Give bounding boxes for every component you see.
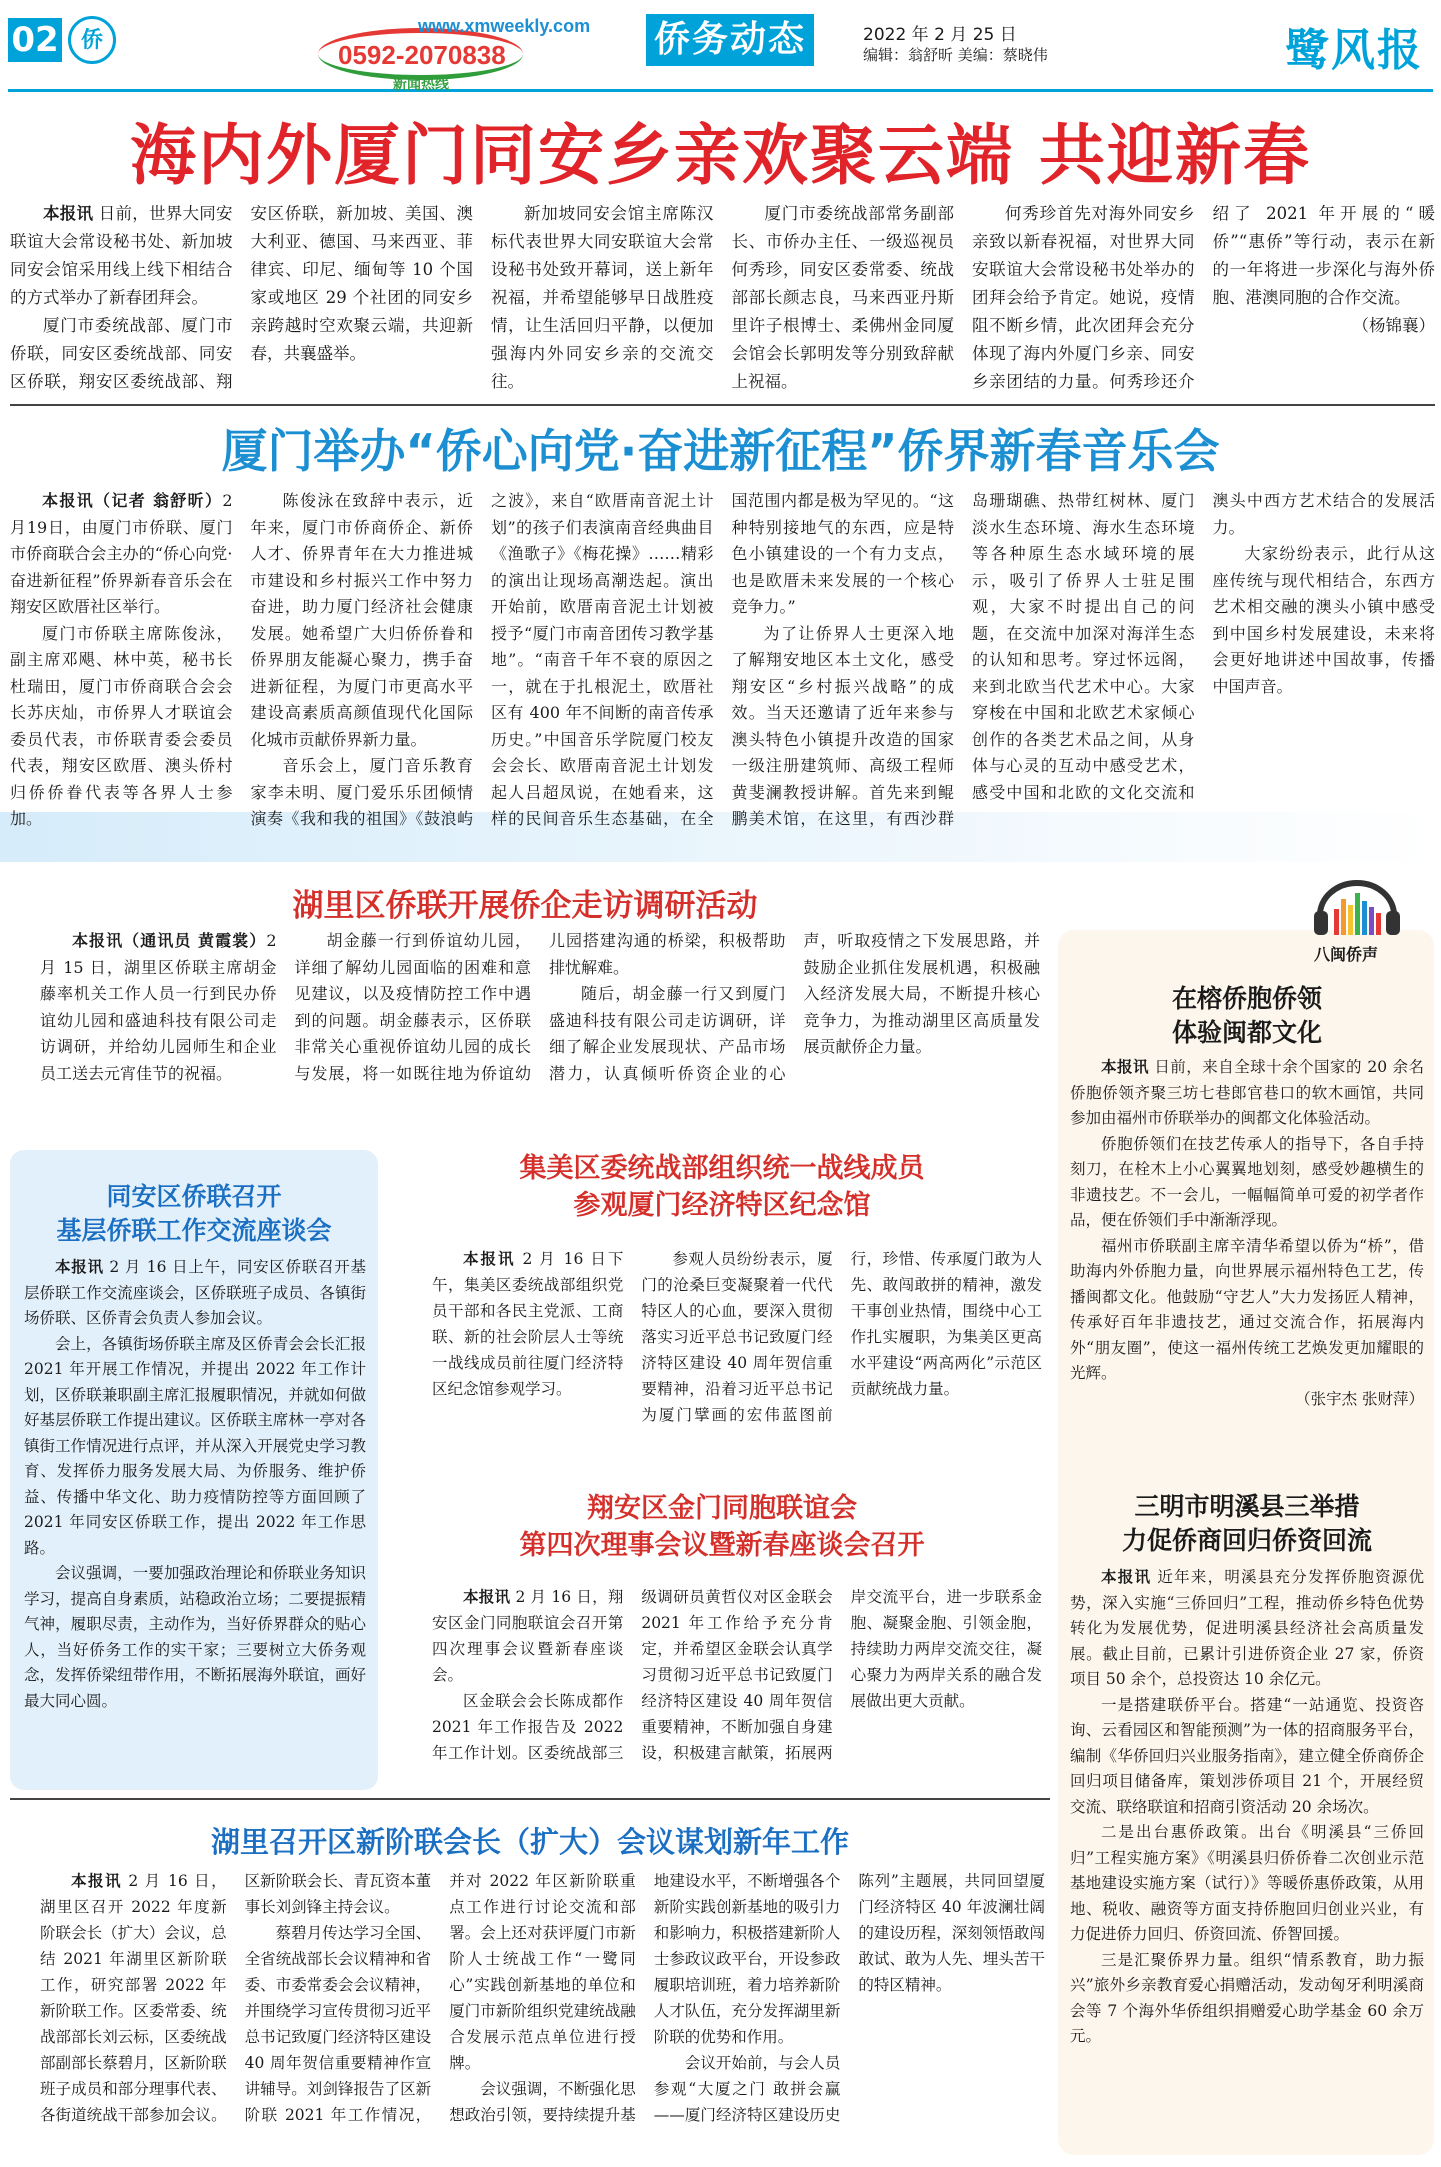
story6-headline bbox=[392, 1490, 1052, 1564]
story8-paragraph: 本报讯 日前，来自全球十余个国家的 20 余名侨胞侨领齐聚三坊七巷郎官巷口的软木画馆，共同参加由福州市侨联举办的闽都文化体验活动。 bbox=[1070, 1057, 1424, 1127]
story8-headline-line: 在榕侨胞侨领 bbox=[1171, 984, 1322, 1013]
story2-paragraph: 音乐会上，厦门音乐教育家李未明、厦门爱乐乐团倾情演奏《我和我的祖国》《鼓浪屿之波》，来自“欧厝南音泥土计划”的孩子们表演南音经典曲目《渔歌子》《梅花操》……精彩的演出让现场高潮迭起。演出开始前，欧厝南音泥土计划被授予“厦门市南音团传习教学基地”。“南音千年不衰的原因之一，就在于扎根泥土，欧厝社区有 400 年不间断的南音传承历史。”中国音乐学院厦门校友会会长、欧厝南音泥土计划发起人吕超凤说，在她看来，这样的民间音乐生态基础，在全国范围内都是极为罕见的。“这种特别接地气的东西，应是特色小镇建设的一个有力支点，也是欧厝未来发展的一个核心竞争力。” bbox=[250, 491, 954, 828]
story4-lead: 本报讯 bbox=[55, 1257, 104, 1276]
story2-headline: 厦门举办“侨心向党·奋进新征程”侨界新春音乐会 bbox=[221, 424, 1220, 478]
story4-paragraph: 会上，各镇街场侨联主席及区侨青会会长汇报 2021 年开展工作情况，并提出 2022 年工作计划，区侨联兼职副主席汇报履职情况，并就如何做好基层侨联工作提出建议。区侨联主席林一亭对各镇街工作情况进行点评，并从深入开展党史学习教育、发挥侨力服务发展大局、为侨服务、维护侨益、传播中华文化、助力疫情防控等方面回顾了 2021 年同安区侨联工作，提出 2022 年工作思路。 bbox=[24, 1334, 366, 1557]
story1-paragraph: 本报讯 日前，世界大同安联谊大会常设秘书处、新加坡同安会馆采用线上线下相结合的方式举办了新春团拜会。 bbox=[10, 204, 233, 307]
story8-body bbox=[1070, 1054, 1424, 1469]
story1-body bbox=[10, 200, 1435, 400]
story2-body bbox=[10, 488, 1435, 833]
story4-paragraph: 会议强调，一要加强政治理论和侨联业务知识学习，提高自身素质，站稳政治立场；二要提振精气神，履职尽责，主动作为，当好侨界群众的贴心人，当好侨务工作的实干家；三要树立大侨务观念，发挥侨梁纽带作用，不断拓展海外联谊，画好最大同心圆。 bbox=[24, 1564, 366, 1710]
story9-paragraph: 二是出台惠侨政策。出台《明溪县“三侨回归”工程实施方案》《明溪县归侨侨眷二次创业示范基地建设实施方案（试行）》等暖侨惠侨政策，从用地、税收、融资等方面支持侨胞回归创业兴业，有力促进侨力回归、侨资回流、侨智回援。 bbox=[1070, 1823, 1424, 1943]
story1-paragraph: 厦门市委统战部常务副部长、市侨办主任、一级巡视员何秀珍，同安区委常委、统战部部长颜志良，马来西亚丹斯里许子根博士、柔佛州金同厦会馆会长郭明发等分别致辞献上祝福。 bbox=[731, 204, 954, 391]
story1-paragraph: 厦门市委统战部、厦门市侨联，同安区委统战部、同安区侨联，翔安区委统战部、翔安区侨联，新加坡、美国、澳大利亚、德国、马来西亚、菲律宾、印尼、缅甸等 10 个国家或地区 29 个社团的同安乡亲跨越时空欢聚云端，共迎新春，共襄盛举。 bbox=[10, 204, 473, 391]
story4-headline-line: 基层侨联工作交流座谈会 bbox=[56, 1216, 332, 1245]
story5-body bbox=[432, 1246, 1042, 1481]
column-label: 八闽侨声 bbox=[1314, 945, 1379, 964]
story7-headline: 湖里召开区新阶联会长（扩大）会议谋划新年工作 bbox=[210, 1825, 849, 1859]
story5-headline-line: 参观厦门经济特区纪念馆 bbox=[573, 1190, 871, 1221]
story9-paragraph: 一是搭建联侨平台。搭建“一站通览、投资咨询、云看园区和智能预测”为一体的招商服务平台，编制《华侨回归兴业服务指南》，建立健全侨商侨企回归项目储备库，策划涉侨项目 21 个，开展经贸交流、联络联谊和招商引资活动 20 余场次。 bbox=[1070, 1695, 1424, 1816]
story6-paragraph: 区金联会会长陈成都作 2021 年工作报告及 2022 年工作计划。区委统战部三级调研员黄哲仪对区金联会 2021 年工作给予充分肯定，并希望区金联会认真学习贯彻习近平总书记致厦门经济特区建设 40 周年贺信重要精神，不断加强自身建设，积极建言献策，拓展两岸交流平台，进一步联系金胞、凝聚金胞、引领金胞，持续助力两岸交流交往，凝心聚力为两岸关系的融合发展做出更大贡献。 bbox=[432, 1588, 1042, 1762]
story4-headline bbox=[14, 1180, 374, 1248]
headphones-icon bbox=[1310, 875, 1404, 939]
story6-paragraph: 本报讯 2 月 16 日，翔安区金门同胞联谊会召开第四次理事会议暨新春座谈会。 bbox=[432, 1587, 624, 1684]
story7-paragraph: 蔡碧月传达学习全国、全省统战部长会议精神和省委、市委常委会会议精神，并围绕学习宣传贯彻习近平总书记致厦门经济特区建设 40 周年贺信重要精神作宣讲辅导。刘剑锋报告了区新阶联 2021 年工作情况，并对 2022 年区新阶联重点工作进行讨论交流和部署。会上还对获评厦门市新阶人士统战工作“一鹭同心”实践创新基地的单位和厦门市新阶组织党建统战融合发展示范点单位进行授牌。 bbox=[244, 1872, 636, 2124]
story2-paragraph: 大家纷纷表示，此行从这座传统与现代相结合，东西方艺术相交融的澳头小镇中感受到中国乡村发展建设，未来将会更好地讲述中国故事，传播中国声音。 bbox=[1212, 544, 1435, 696]
hotline-number: 0592-2070838 bbox=[338, 40, 506, 70]
story3-paragraph: 随后，胡金藤一行又到厦门盛迪科技有限公司走访调研，详细了解企业发展现状、产品市场潜力，认真倾听侨资企业的心声，听取疫情之下发展思路，并鼓励企业抓住发展机遇，积极融入经济发展大局，不断提升核心竞争力，为推动湖里区高质量发展贡献侨企力量。 bbox=[549, 931, 1040, 1083]
story4-headline-line: 同安区侨联召开 bbox=[106, 1182, 282, 1211]
story8-headline-line: 体验闽都文化 bbox=[1171, 1018, 1322, 1047]
story8-lead: 本报讯 bbox=[1101, 1057, 1149, 1076]
story9-paragraph: 本报讯 近年来，明溪县充分发挥侨胞资源优势，深入实施“三侨回归”工程，推动侨乡特色优势转化为发展优势，促进明溪县经济社会高质量发展。截止目前，已累计引进侨资企业 27 家，侨资项目 50 余个，总投资达 10 余亿元。 bbox=[1070, 1567, 1424, 1688]
story1-headline: 海内外厦门同安乡亲欢聚云端 共迎新春 bbox=[130, 117, 1311, 194]
story8-paragraph: 侨胞侨领们在技艺传承人的指导下，各自手持刻刀，在栓木上小心翼翼地划刻，感受妙趣横生的非遗技艺。不一会儿，一幅幅简单可爱的初学者作品，便在侨领们手中渐渐浮现。 bbox=[1070, 1134, 1424, 1229]
story9-body bbox=[1070, 1564, 1424, 2149]
story9-headline-line: 力促侨商回归侨资回流 bbox=[1121, 1526, 1372, 1555]
story7-paragraph: 会议开始前，与会人员参观“大厦之门 敢拼会赢——厦门经济特区建设历史陈列”主题展，共同回望厦门经济特区 40 年波澜壮阔的建设历程，深刻领悟敢闯敢试、敢为人先、埋头苦干的特区精神。 bbox=[653, 1872, 1045, 2124]
story4-body bbox=[24, 1254, 366, 1784]
story7-paragraph: 会议强调，不断强化思想政治引领，要持续提升基地建设水平，不断增强各个新阶实践创新基地的吸引力和影响力，积极搭建新阶人士参政议政平台，开设参政履职培训班，着力培养新阶人才队伍，充分发挥湖里新阶联的优势和作用。 bbox=[449, 1872, 841, 2124]
story5-paragraph: 参观人员纷纷表示，厦门的沧桑巨变凝聚着一代代特区人的心血，要深入贯彻落实习近平总书记致厦门经济特区建设 40 周年贺信重要精神，沿着习近平总书记为厦门擘画的宏伟蓝图前行，珍惜、传承厦门敢为人先、敢闯敢拼的精神，激发干事创业热情，围绕中心工作扎实履职，为集美区更高水平建设“两高两化”示范区贡献统战力量。 bbox=[641, 1250, 1042, 1424]
paper-emblem-icon: 侨 bbox=[68, 16, 116, 64]
website[interactable]: www.xmweekly.com bbox=[418, 16, 591, 36]
story1-credit: （杨锦襄） bbox=[1352, 316, 1435, 335]
story2-paragraph: 为了让侨界人士更深入地了解翔安地区本土文化，感受翔安区“乡村振兴战略”的成效。当天还邀请了近年来参与澳头特色小镇提升改造的国家一级注册建筑师、高级工程师黄斐澜教授讲解。首先来到鲲鹏美术馆，在这里，有西沙群岛珊瑚礁、热带红树林、厦门淡水生态环境、海水生态环境等各种原生态水域环境的展示，吸引了侨界人士驻足围观，大家不时提出自己的问题，在交流中加深对海洋生态的认知和思考。穿过怀远阁，来到北欧当代艺术中心。大家穿梭在中国和北欧艺术家倾心创作的各类艺术品之间，从身体与心灵的互动中感受艺术，感受中国和北欧的文化交流和澳头中西方艺术结合的发展活力。 bbox=[731, 491, 1435, 828]
editors: 编辑：翁舒昕 美编：蔡晓伟 bbox=[863, 46, 1048, 64]
story4-paragraph: 本报讯 2 月 16 日上午，同安区侨联召开基层侨联工作交流座谈会，区侨联班子成员、各镇街场侨联、区侨青会负责人参加会议。 bbox=[24, 1257, 366, 1327]
story5-paragraph: 本报讯 2 月 16 日下午，集美区委统战部组织党员干部和各民主党派、工商联、新的社会阶层人士等统一战线成员前往厦门经济特区纪念馆参观学习。 bbox=[432, 1249, 624, 1398]
masthead bbox=[8, 6, 1433, 92]
story2-paragraph: 厦门市侨联主席陈俊泳，副主席邓飓、林中英，秘书长杜瑞田，厦门市侨商联合会会长苏庆灿，市侨界人才联谊会委员代表，市侨联青委会委员代表，翔安区欧厝、澳头侨村归侨侨眷代表等各界人士参加。 bbox=[10, 623, 233, 828]
story7-paragraph: 本报讯 2 月 16 日，湖里区召开 2022 年度新阶联会长（扩大）会议，总结 2021 年湖里区新阶联工作，研究部署 2022 年新阶联工作。区委常委、统战部部长刘云标，区委统战部副部长蔡碧月，区新阶联班子成员和部分理事代表、各街道统战干部参加会议。区新阶联会长、青瓦资本董事长刘剑锋主持会议。 bbox=[40, 1871, 432, 2124]
story7-lead: 本报讯 bbox=[71, 1871, 122, 1890]
story8-headline bbox=[1062, 982, 1432, 1050]
story5-lead: 本报讯 bbox=[463, 1249, 516, 1268]
story9-headline bbox=[1062, 1490, 1432, 1558]
story8-paragraph: 福州市侨联副主席辛清华希望以侨为“桥”，借助海内外侨胞力量，向世界展示福州特色工艺，传播闽都文化。他鼓励“守艺人”大力发扬匠人精神，传承好百年非遗技艺，通过交流合作，拓展海内外“朋友圈”，使这一福州传统工艺焕发更加耀眼的光辉。 bbox=[1070, 1236, 1424, 1382]
divider bbox=[10, 1798, 1050, 1800]
story6-headline-line: 翔安区金门同胞联谊会 bbox=[587, 1493, 857, 1524]
story8-credit: （张宇杰 张财萍） bbox=[1295, 1389, 1424, 1408]
story6-body bbox=[432, 1584, 1042, 1789]
story7-body bbox=[40, 1868, 1045, 2158]
story9-lead: 本报讯 bbox=[1101, 1567, 1152, 1586]
story6-lead: 本报讯 bbox=[463, 1587, 511, 1606]
story3-lead: 本报讯（通讯员 黄霞裳） bbox=[72, 931, 267, 950]
section-title: 侨务动态 bbox=[646, 14, 814, 66]
story1-paragraph: 新加坡同安会馆主席陈汉标代表世界大同安联谊大会常设秘书处致开幕词，送上新年祝福，并希望能够早日战胜疫情，让生活回归平静，以便加强海内外同安乡亲的交流交往。 bbox=[491, 204, 714, 391]
story2-paragraph: 本报讯（记者 翁舒昕）2月19日，由厦门市侨联、厦门市侨商联合会主办的“侨心向党·奋进新征程”侨界新春音乐会在翔安区欧厝社区举行。 bbox=[10, 491, 233, 616]
story9-paragraph: 三是汇聚侨界力量。组织“情系教育，助力振兴”旅外乡亲教育爱心捐赠活动，发动匈牙利明溪商会等 7 个海外华侨组织捐赠爱心助学基金 60 余万元。 bbox=[1070, 1950, 1424, 2045]
story3-paragraph: 胡金藤一行到侨谊幼儿园，详细了解幼儿园面临的困难和意见建议，以及疫情防控工作中遇到的问题。胡金藤表示，区侨联非常关心重视侨谊幼儿园的成长与发展，将一如既往地为侨谊幼儿园搭建沟通的桥梁，积极帮助排忧解难。 bbox=[294, 931, 786, 1083]
story2-lead: 本报讯（记者 翁舒昕） bbox=[42, 491, 223, 510]
issue-date: 2022 年 2 月 25 日 bbox=[863, 25, 1017, 45]
hotline-label: 新闻热线 bbox=[393, 77, 449, 93]
divider bbox=[10, 404, 1435, 406]
story1-paragraph: 何秀珍首先对海外同安乡亲致以新春祝福，对世界大同安联谊大会常设秘书处举办的团拜会给予肯定。她说，疫情阻不断乡情，此次团拜会充分体现了海内外厦门乡亲、同安乡亲团结的力量。何秀珍还介绍了 2021 年开展的“暖侨”“惠侨”等行动，表示在新的一年将进一步深化与海外侨胞、港澳同胞的合作交流。 bbox=[972, 204, 1435, 391]
story2-paragraph: 陈俊泳在致辞中表示，近年来，厦门市侨商侨企、新侨人才、侨界青年在大力推进城市建设和乡村振兴工作中努力奋进，助力厦门经济社会健康发展。她希望广大归侨侨眷和侨界朋友能凝心聚力，携手奋进新征程，为厦门市更高水平建设高素质高颜值现代化国际化城市贡献侨界新力量。 bbox=[250, 491, 473, 749]
story9-headline-line: 三明市明溪县三举措 bbox=[1134, 1492, 1360, 1521]
paper-name: 鹭风报 bbox=[1285, 25, 1423, 76]
story1-lead: 本报讯 bbox=[43, 204, 94, 223]
story3-paragraph: 本报讯（通讯员 黄霞裳）2 月 15 日，湖里区侨联主席胡金藤率机关工作人员一行到民办侨谊幼儿园和盛迪科技有限公司走访调研，并给幼儿园师生和企业员工送去元宵佳节的祝福。 bbox=[40, 931, 277, 1083]
story5-headline bbox=[392, 1150, 1052, 1224]
story5-headline-line: 集美区委统战部组织统一战线成员 bbox=[519, 1153, 925, 1184]
story6-headline-line: 第四次理事会议暨新春座谈会召开 bbox=[519, 1530, 925, 1561]
page-number: 02 bbox=[8, 18, 62, 62]
story3-headline: 湖里区侨联开展侨企走访调研活动 bbox=[292, 888, 758, 924]
story3-body bbox=[40, 928, 1040, 1143]
